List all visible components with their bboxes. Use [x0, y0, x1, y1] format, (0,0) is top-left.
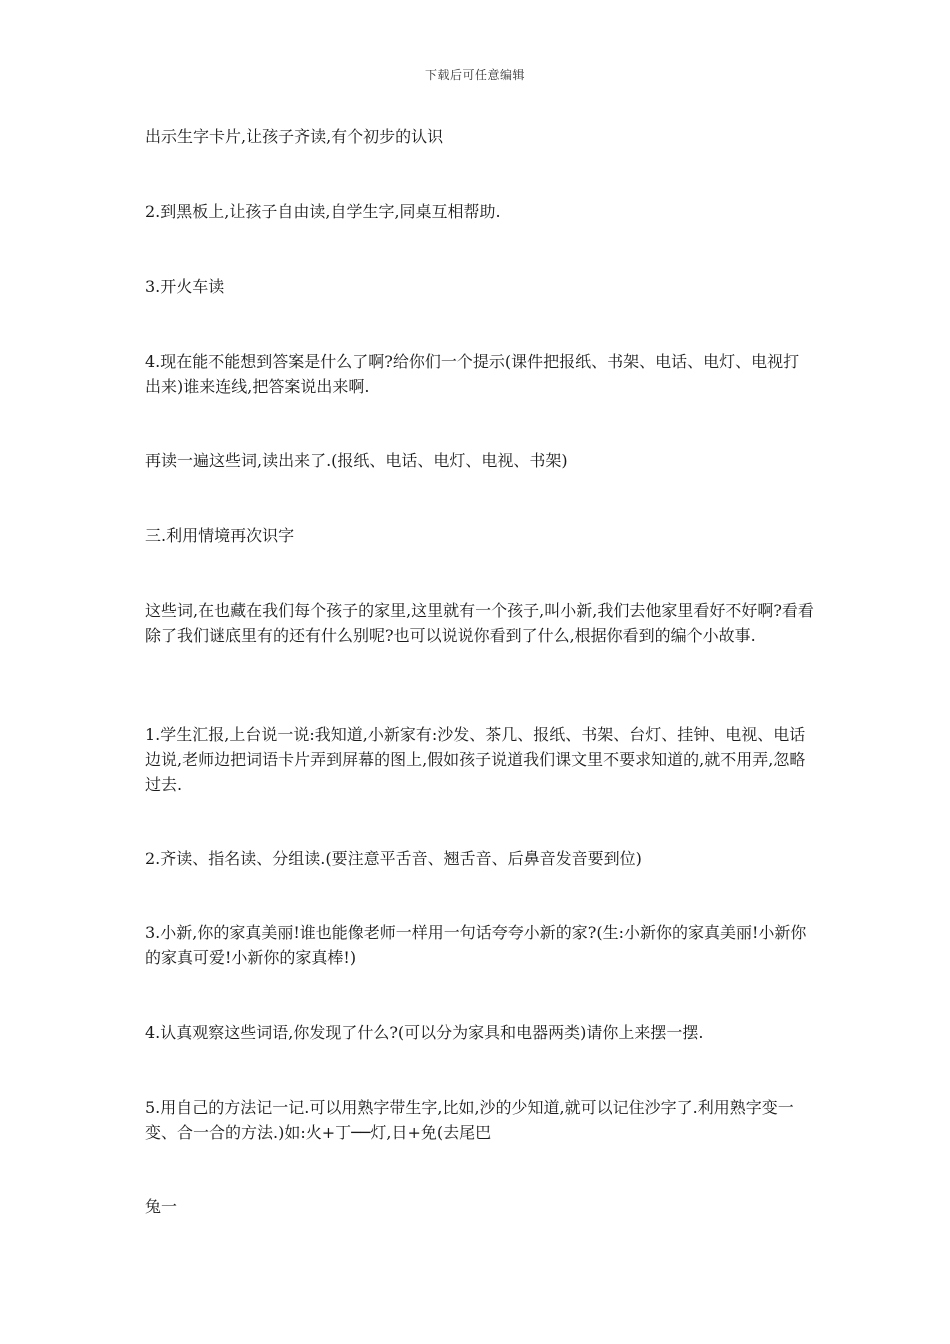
paragraph-7: 这些词,在也藏在我们每个孩子的家里,这里就有一个孩子,叫小新,我们去他家里看好不好啊?看看除了我们谜底里有的还有什么别呢?也可以说说你看到了什么,根据你看到的编个小故事.: [145, 601, 814, 645]
paragraph-10: 3.小新,你的家真美丽!谁也能像老师一样用一句话夸夸小新的家?(生:小新你的家真美丽!小新你的家真可爱!小新你的家真棒!): [145, 923, 807, 967]
paragraph-11: 4.认真观察这些词语,你发现了什么?(可以分为家具和电器两类)请你上来摆一摆.: [145, 1023, 704, 1042]
page-header: 下载后可任意编辑: [424, 68, 525, 82]
paragraph-13: 兔一: [145, 1197, 178, 1216]
paragraph-4: 4.现在能不能想到答案是什么了啊?给你们一个提示(课件把报纸、书架、电话、电灯、电视打出来)谁来连线,把答案说出来啊.: [145, 352, 800, 396]
paragraph-3: 3.开火车读: [145, 277, 225, 296]
paragraph-8: 1.学生汇报,上台说一说:我知道,小新家有:沙发、茶几、报纸、书架、台灯、挂钟、电视、电话边说,老师边把词语卡片弄到屏幕的图上,假如孩子说道我们课文里不要求知道的,就不用弄,忽略过去.: [145, 725, 806, 794]
paragraph-5: 再读一遍这些词,读出来了.(报纸、电话、电灯、电视、书架): [145, 451, 568, 470]
paragraph-1: 出示生字卡片,让孩子齐读,有个初步的认识: [145, 127, 444, 146]
paragraph-9: 2.齐读、指名读、分组读.(要注意平舌音、翘舌音、后鼻音发音要到位): [145, 849, 642, 868]
paragraph-12: 5.用自己的方法记一记.可以用熟字带生字,比如,沙的少知道,就可以记住沙字了.利用熟字变一变、合一合的方法.)如:火+丁──灯,日+免(去尾巴: [145, 1098, 794, 1142]
paragraph-2: 2.到黑板上,让孩子自由读,自学生字,同桌互相帮助.: [145, 202, 501, 221]
section-heading: 三.利用情境再次识字: [145, 526, 295, 545]
